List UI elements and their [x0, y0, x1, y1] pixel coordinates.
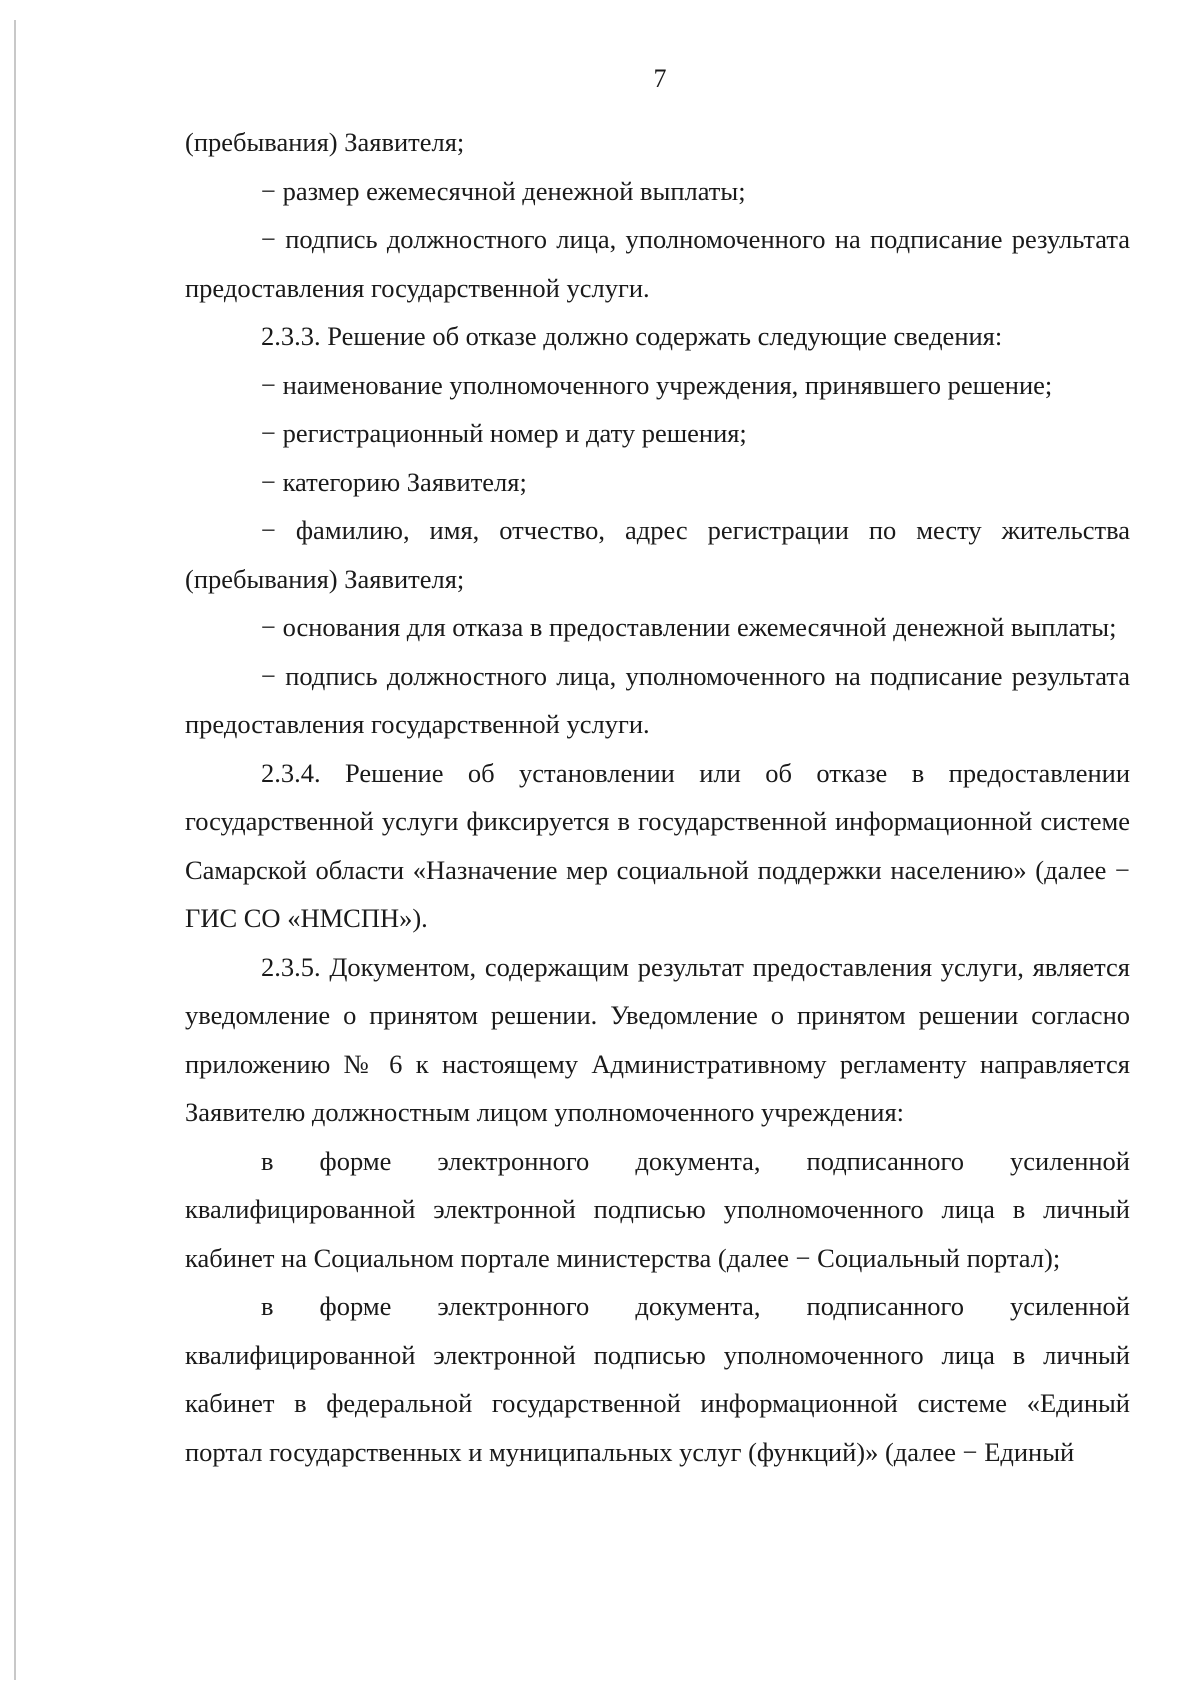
paragraph: 2.3.5. Документом, содержащим результат предоставления услуги, является уведомление о принятом решении. Уведомление о принятом решении согласно приложению № 6 к настоящему Административному регламенту направляется Заявителю должностным лицом уполномоченного учреждения:: [185, 951, 1130, 1127]
paragraph: − категорию Заявителя;: [261, 466, 527, 497]
paragraph: − размер ежемесячной денежной выплаты;: [261, 175, 746, 206]
paragraph: в форме электронного документа, подписанного усиленной квалифицированной электронной подписью уполномоченного лица в личный кабинет в федеральной государственной информационной системе «Единый портал государственных и муниципальных услуг (функций)» (далее − Единый: [185, 1291, 1130, 1467]
paragraph: − основания для отказа в предоставлении ежемесячной денежной выплаты;: [261, 612, 1117, 642]
page-number: 7: [653, 64, 667, 93]
paragraph: − подпись должностного лица, уполномоченного на подписание результата предоставления государственной услуги.: [185, 224, 1130, 303]
paragraph: (пребывания) Заявителя;: [185, 127, 465, 157]
document-body: [185, 118, 1130, 1476]
paragraph: − регистрационный номер и дату решения;: [261, 418, 747, 448]
paragraph: в форме электронного документа, подписанного усиленной квалифицированной электронной подписью уполномоченного лица в личный кабинет на Социальном портале министерства (далее − Социальный портал);: [185, 1145, 1130, 1273]
paragraph: − подпись должностного лица, уполномоченного на подписание результата предоставления государственной услуги.: [185, 660, 1130, 739]
paragraph: 2.3.3. Решение об отказе должно содержать следующие сведения:: [261, 321, 1003, 351]
paragraph: 2.3.4. Решение об установлении или об отказе в предоставлении государственной услуги фиксируется в государственной информационной системе Самарской области «Назначение мер социальной поддержки населению» (далее − ГИС СО «НМСПН»).: [185, 757, 1130, 933]
paragraph: − фамилию, имя, отчество, адрес регистрации по месту жительства (пребывания) Заявителя;: [185, 515, 1130, 594]
scan-edge: [14, 20, 16, 1680]
paragraph: − наименование уполномоченного учреждения, принявшего решение;: [261, 369, 1053, 400]
